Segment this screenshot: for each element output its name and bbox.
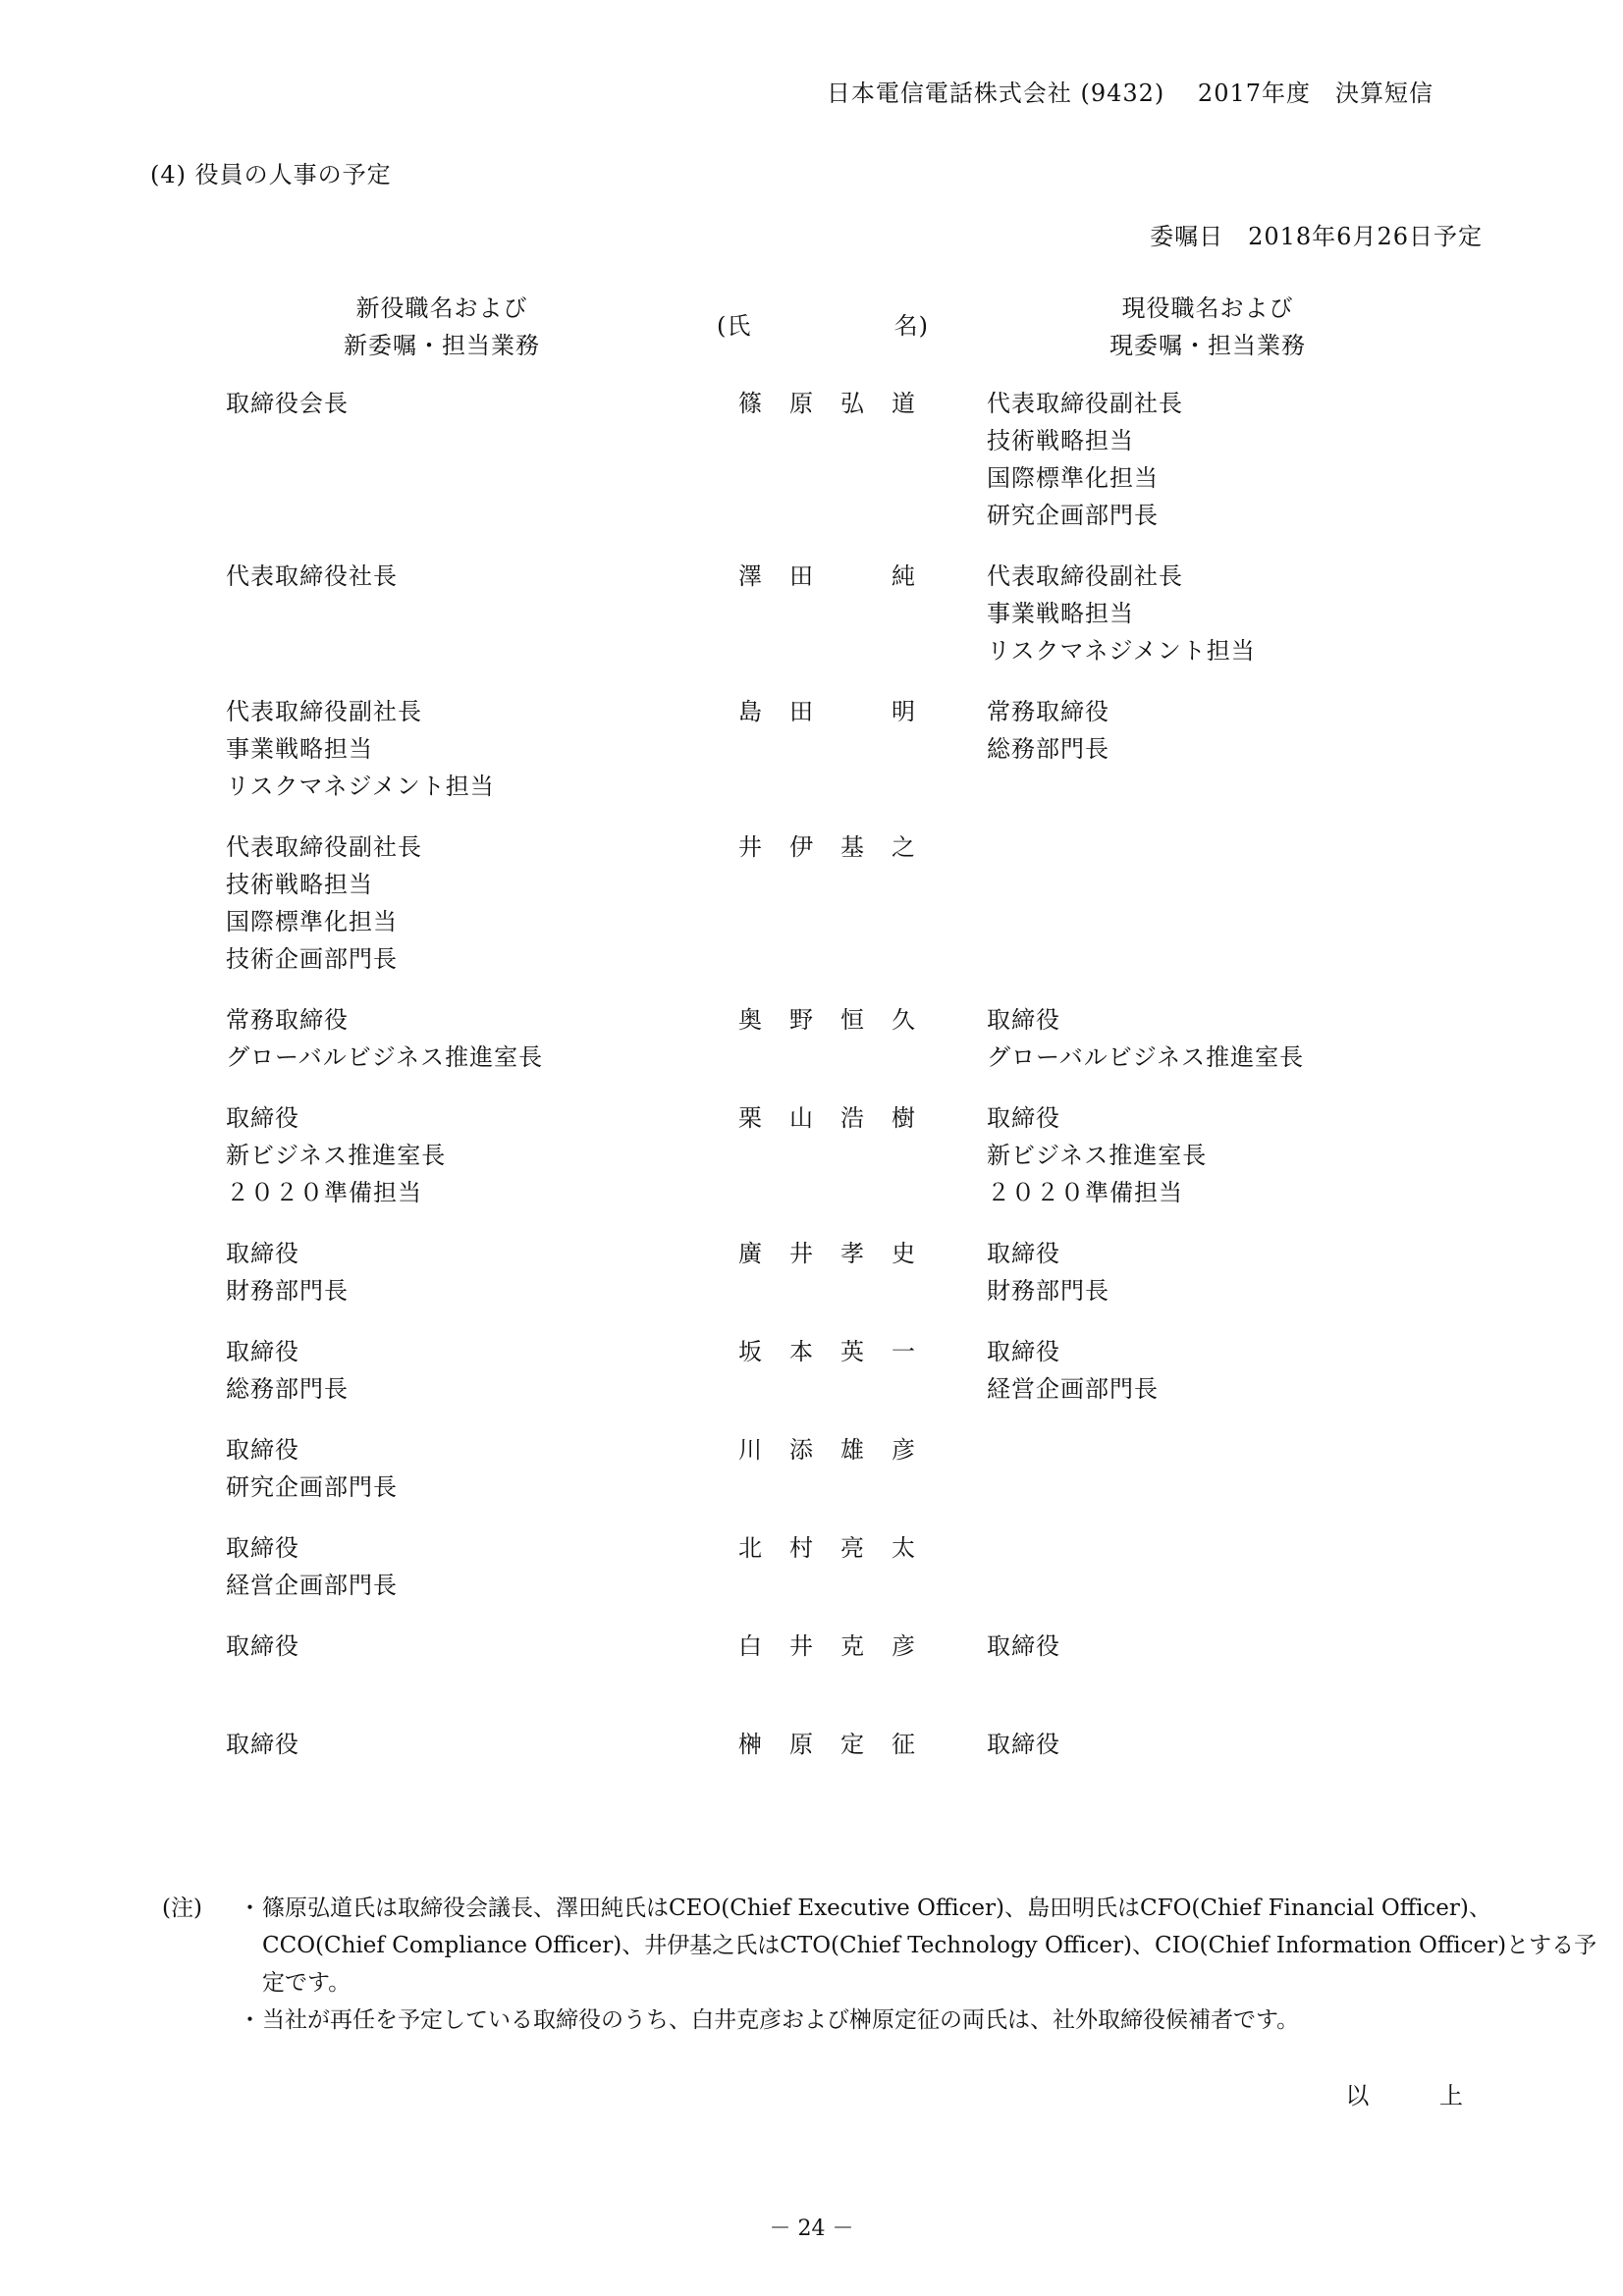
closing-left: 以 — [1345, 2082, 1370, 2109]
new-position-line: 常務取締役 — [226, 1006, 349, 1034]
officer-name-char: 久 — [892, 1006, 916, 1034]
current-position — [987, 558, 1256, 669]
new-position-line: 取締役 — [226, 1240, 299, 1267]
current-position — [987, 1333, 1159, 1408]
new-position — [226, 1529, 398, 1604]
officer-name-char: 克 — [840, 1632, 865, 1660]
new-position-line: 事業戦略担当 — [226, 735, 373, 763]
current-position-line: ２０２０準備担当 — [987, 1179, 1183, 1206]
officer-name-char: 川 — [738, 1436, 763, 1464]
current-position-line: 取締役 — [987, 1104, 1060, 1132]
current-position-line: 代表取締役副社長 — [987, 390, 1183, 417]
new-position — [226, 693, 495, 805]
officer-name-char: 篠 — [738, 390, 763, 417]
current-position-line: 代表取締役副社長 — [987, 562, 1183, 590]
officer-name-char: 廣 — [738, 1240, 763, 1267]
officer-name-char: 原 — [789, 1731, 814, 1758]
officer-name-char: 山 — [789, 1104, 814, 1132]
new-position-line: 国際標準化担当 — [226, 908, 398, 935]
current-position-line: 常務取締役 — [987, 698, 1109, 725]
column-header-new-line2: 新委嘱・担当業務 — [344, 332, 540, 359]
officer-name-char: 彦 — [892, 1632, 916, 1660]
column-header-current-line1: 現役職名および — [1121, 294, 1294, 322]
current-position-line: グローバルビジネス推進室長 — [987, 1043, 1305, 1071]
officer-name — [738, 828, 915, 866]
officer-name-char: 野 — [789, 1006, 814, 1034]
officer-name-char: 純 — [892, 562, 916, 590]
new-position-line: 総務部門長 — [226, 1375, 349, 1403]
appointment-date: 委嘱日 2018年6月26日予定 — [1150, 223, 1483, 250]
officer-name-char — [840, 558, 864, 595]
new-position-line: 代表取締役副社長 — [226, 833, 422, 861]
officer-name — [738, 1726, 915, 1763]
current-position — [987, 1099, 1207, 1211]
current-position — [987, 385, 1183, 534]
note-bullet: ・ — [239, 1896, 261, 1921]
officer-name — [738, 1001, 915, 1039]
new-position — [226, 1333, 349, 1408]
officer-name-char: 彦 — [892, 1436, 916, 1464]
current-position-line: 総務部門長 — [987, 735, 1109, 763]
new-position-line: グローバルビジネス推進室長 — [226, 1043, 544, 1071]
officer-name — [738, 693, 915, 730]
officer-name-char — [840, 693, 864, 730]
officer-name-char: 田 — [789, 698, 814, 725]
note-bullet: ・ — [239, 2007, 261, 2033]
column-header-name-right: 名) — [893, 312, 929, 340]
officer-name-char: 恒 — [840, 1006, 865, 1034]
current-position — [987, 1001, 1304, 1076]
officer-name — [738, 1628, 915, 1665]
new-position-line: 財務部門長 — [226, 1277, 349, 1305]
officer-name — [738, 1235, 915, 1272]
current-position-line: 取締役 — [987, 1240, 1060, 1267]
officer-name-char: 亮 — [840, 1534, 865, 1562]
officer-name-char: 村 — [789, 1534, 814, 1562]
officer-name-char: 明 — [892, 698, 916, 725]
new-position-line: 取締役 — [226, 1338, 299, 1365]
new-position — [226, 385, 349, 422]
new-position — [226, 1726, 299, 1763]
officer-name-char: 島 — [738, 698, 763, 725]
document-header: 日本電信電話株式会社 (9432) 2017年度 決算短信 — [826, 80, 1434, 107]
current-position-line: 財務部門長 — [987, 1277, 1109, 1305]
officer-name-char: 太 — [892, 1534, 916, 1562]
officer-name-char: 田 — [789, 562, 814, 590]
new-position-line: 代表取締役社長 — [226, 562, 398, 590]
officer-name-char: 樹 — [892, 1104, 916, 1132]
officer-name-char: 北 — [738, 1534, 763, 1562]
column-header-new-position — [324, 290, 560, 364]
column-header-name-left: (氏 — [717, 312, 752, 340]
officer-name — [738, 1529, 915, 1567]
new-position-line: 技術企画部門長 — [226, 945, 398, 973]
officer-name-char: 井 — [789, 1240, 814, 1267]
new-position-line: ２０２０準備担当 — [226, 1179, 422, 1206]
officer-name — [738, 1333, 915, 1370]
current-position-line: 取締役 — [987, 1731, 1060, 1758]
officer-name — [738, 385, 915, 422]
new-position-line: 技術戦略担当 — [226, 871, 373, 898]
officer-name-char: 浩 — [840, 1104, 865, 1132]
officer-name — [738, 1099, 915, 1137]
current-position-line: 経営企画部門長 — [987, 1375, 1159, 1403]
officer-name — [738, 1431, 915, 1468]
new-position — [226, 1001, 543, 1076]
new-position-line: 取締役 — [226, 1632, 299, 1660]
officer-name-char: 井 — [738, 833, 763, 861]
current-position-line: 取締役 — [987, 1632, 1060, 1660]
current-position-line: リスクマネジメント担当 — [987, 637, 1256, 665]
new-position-line: 経営企画部門長 — [226, 1572, 398, 1599]
current-position — [987, 1235, 1109, 1309]
column-header-new-line1: 新役職名および — [355, 294, 528, 322]
officer-name — [738, 558, 915, 595]
officer-name-char: 定 — [840, 1731, 865, 1758]
new-position-line: 代表取締役副社長 — [226, 698, 422, 725]
new-position-line: 新ビジネス推進室長 — [226, 1142, 447, 1169]
officer-name-char: 史 — [892, 1240, 916, 1267]
officer-name-char: 坂 — [738, 1338, 763, 1365]
officer-name-char: 一 — [892, 1338, 916, 1365]
current-position-line: 技術戦略担当 — [987, 427, 1134, 454]
officer-name-char: 井 — [789, 1632, 814, 1660]
officer-name-char: 添 — [789, 1436, 814, 1464]
current-position-line: 研究企画部門長 — [987, 502, 1159, 529]
new-position-line: 取締役 — [226, 1436, 299, 1464]
officer-name-char: 道 — [892, 390, 916, 417]
officer-name-char: 原 — [789, 390, 814, 417]
officer-name-char: 英 — [840, 1338, 865, 1365]
new-position-line: 取締役 — [226, 1731, 299, 1758]
officer-name-char: 征 — [892, 1731, 916, 1758]
closing-right: 上 — [1439, 2082, 1463, 2109]
new-position-line: 取締役 — [226, 1534, 299, 1562]
new-position-line: リスクマネジメント担当 — [226, 773, 495, 800]
section-title: (4) 役員の人事の予定 — [150, 161, 392, 188]
officer-name-char: 伊 — [789, 833, 814, 861]
current-position — [987, 1726, 1060, 1763]
officer-name-char: 白 — [738, 1632, 763, 1660]
officer-name-char: 澤 — [738, 562, 763, 590]
current-position-line: 取締役 — [987, 1006, 1060, 1034]
officer-name-char: 之 — [892, 833, 916, 861]
note-item-2: 当社が再任を予定している取締役のうち、白井克彦および榊原定征の両氏は、社外取締役候補者です。 — [262, 2007, 1300, 2033]
new-position-line: 取締役会長 — [226, 390, 349, 417]
new-position — [226, 1628, 299, 1665]
new-position-line: 研究企画部門長 — [226, 1473, 398, 1501]
notes-label: (注) — [162, 1896, 202, 1921]
current-position — [987, 693, 1109, 768]
column-header-current-position — [1090, 290, 1325, 364]
current-position — [987, 1628, 1060, 1665]
new-position — [226, 828, 422, 978]
column-header-current-line2: 現委嘱・担当業務 — [1109, 332, 1306, 359]
officer-name-char: 基 — [840, 833, 865, 861]
current-position-line: 取締役 — [987, 1338, 1060, 1365]
officer-name-char: 雄 — [840, 1436, 865, 1464]
note-item-1: 篠原弘道氏は取締役会議長、澤田純氏はCEO(Chief Executive Officer)、島田明氏はCFO(Chief Financial Officer)、CCO(Chief Compliance Officer)、井伊基之氏はCTO(Chief Technology Officer)、CIO(Chief Information Officer)とする予定です。 — [262, 1896, 1597, 1996]
new-position — [226, 1099, 446, 1211]
new-position-line: 取締役 — [226, 1104, 299, 1132]
officer-name-char: 榊 — [738, 1731, 763, 1758]
new-position — [226, 558, 398, 595]
officer-name-char: 奥 — [738, 1006, 763, 1034]
officer-name-char: 栗 — [738, 1104, 763, 1132]
officer-name-char: 弘 — [840, 390, 865, 417]
new-position — [226, 1235, 349, 1309]
current-position-line: 国際標準化担当 — [987, 464, 1159, 492]
current-position-line: 新ビジネス推進室長 — [987, 1142, 1208, 1169]
current-position-line: 事業戦略担当 — [987, 600, 1134, 627]
officer-name-char: 本 — [789, 1338, 814, 1365]
officer-name-char: 孝 — [840, 1240, 865, 1267]
closing-mark — [1345, 2076, 1463, 2110]
new-position — [226, 1431, 398, 1506]
page-number: － 24 － — [769, 2216, 854, 2241]
